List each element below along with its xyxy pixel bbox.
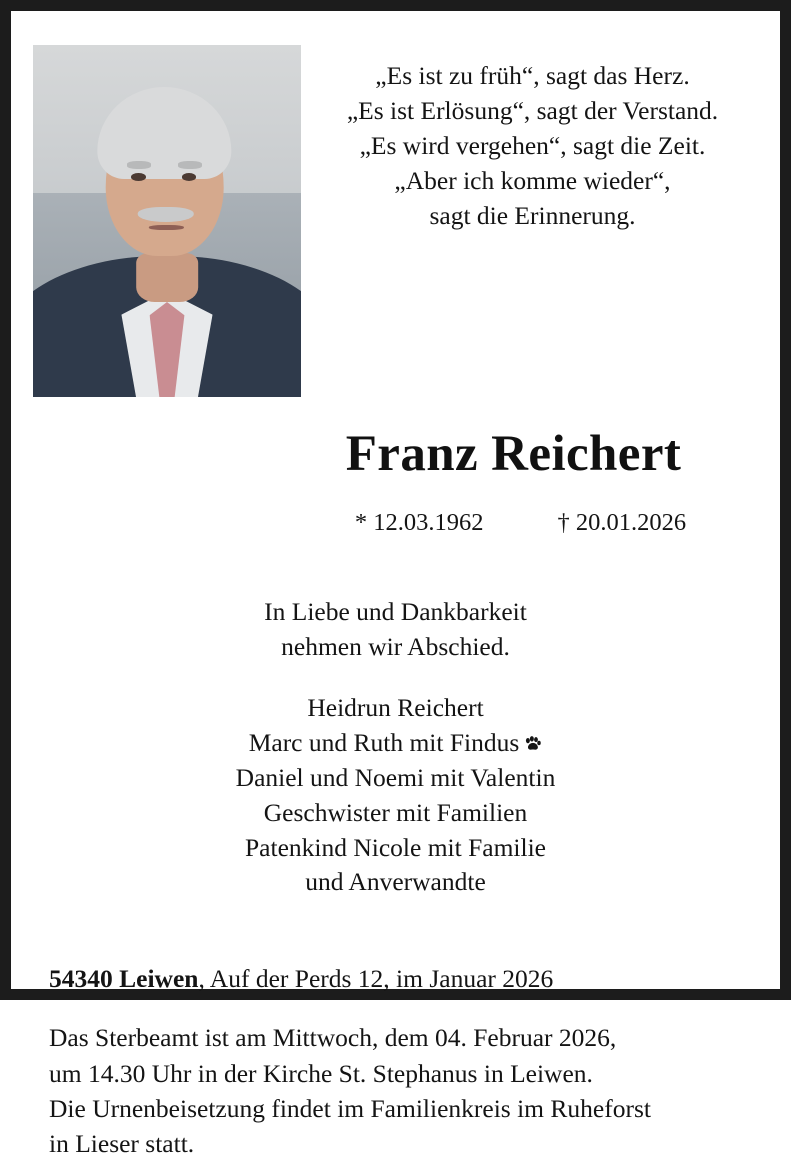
- survivor-line-3: Daniel und Noemi mit Valentin: [235, 762, 556, 792]
- survivor-line-1: Heidrun Reichert: [307, 692, 484, 722]
- survivor-line-5: Patenkind Nicole mit Familie: [245, 832, 546, 862]
- portrait-mouth: [149, 225, 184, 230]
- service-line-4: in Lieser statt.: [49, 1128, 195, 1158]
- service-line-1: Das Sterbeamt ist am Mittwoch, dem 04. Februar 2026,: [49, 1023, 617, 1053]
- portrait-eyebrow-left: [127, 161, 151, 168]
- address-line: [33, 964, 758, 994]
- service-line-2: um 14.30 Uhr in der Kirche St. Stephanus in Leiwen.: [49, 1058, 593, 1088]
- verse-line-4: „Aber ich komme wieder“,: [394, 165, 671, 195]
- farewell-line-2: nehmen wir Abschied.: [281, 631, 510, 661]
- service-details: [33, 1020, 758, 1161]
- portrait-neck: [136, 253, 198, 302]
- service-line-3: Die Urnenbeisetzung findet im Familienkreis im Ruheforst: [49, 1093, 651, 1123]
- death-date: † 20.01.2026: [557, 509, 687, 536]
- address-street-date: , Auf der Perds 12, im Januar 2026: [198, 964, 554, 994]
- verse-line-5: sagt die Erinnerung.: [429, 200, 636, 230]
- portrait-eye-left: [131, 173, 146, 181]
- farewell-and-survivors: [33, 595, 758, 900]
- survivor-line-6: und Anverwandte: [305, 867, 486, 897]
- survivor-line-4: Geschwister mit Familien: [263, 797, 528, 827]
- memorial-verse: [301, 29, 758, 234]
- verse-line-2: „Es ist Erlösung“, sagt der Verstand.: [346, 95, 719, 125]
- header-row: [33, 29, 758, 397]
- address-city: 54340 Leiwen: [49, 964, 199, 994]
- paw-print-icon: [523, 728, 542, 747]
- life-dates: [33, 509, 758, 537]
- survivor-line-2-text: Marc und Ruth mit Findus: [248, 727, 520, 757]
- birth-date: * 12.03.1962: [354, 509, 484, 536]
- notice-body: [11, 11, 780, 1158]
- survivor-line-2: [33, 726, 758, 761]
- portrait-eye-right: [182, 173, 197, 181]
- spacer: [33, 665, 758, 691]
- deceased-name: Franz Reichert: [345, 426, 682, 482]
- verse-line-1: „Es ist zu früh“, sagt das Herz.: [375, 61, 690, 90]
- verse-line-3: „Es wird vergehen“, sagt die Zeit.: [359, 130, 706, 160]
- portrait-photo: [33, 45, 301, 397]
- portrait-eyebrow-right: [178, 161, 202, 168]
- farewell-line-1: In Liebe und Dankbarkeit: [264, 597, 527, 626]
